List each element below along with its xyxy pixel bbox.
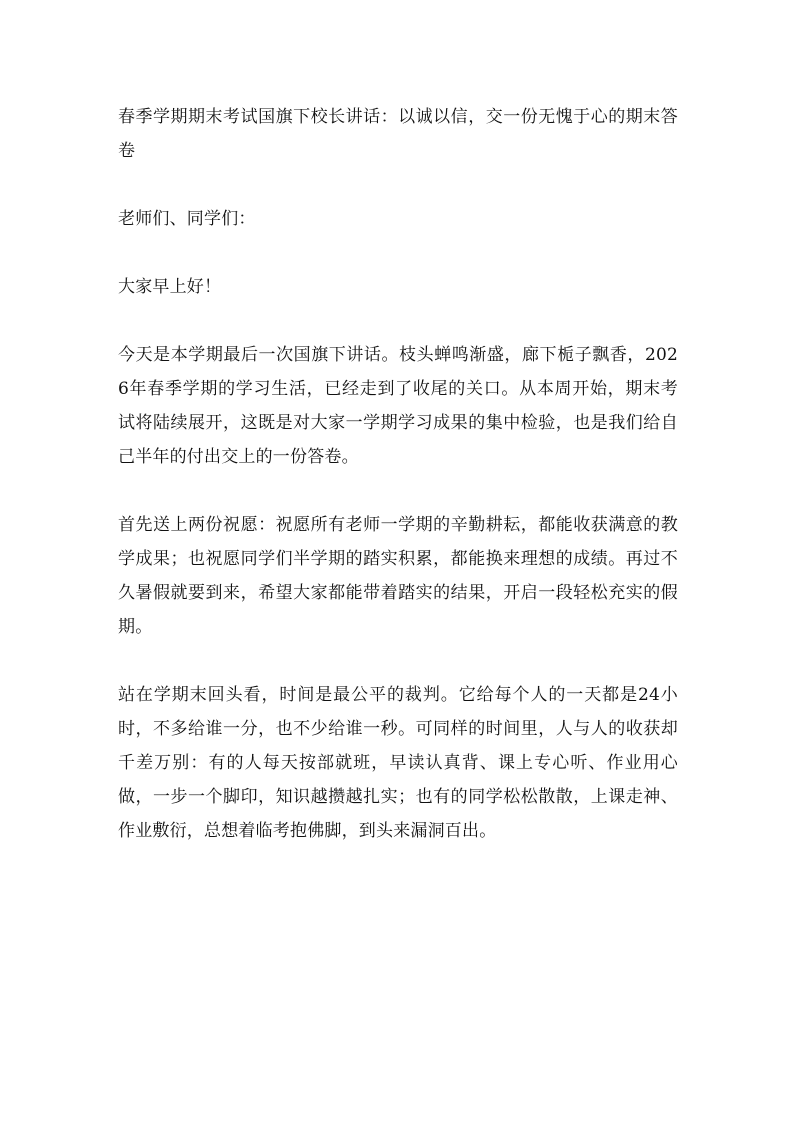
paragraph-gap: [118, 236, 678, 270]
body-paragraph: 今天是本学期最后一次国旗下讲话。枝头蝉鸣渐盛，廊下栀子飘香，2026年春季学期的学习生活，已经走到了收尾的关口。从本周开始，期末考试将陆续展开，这既是对大家一学期学习成果的集中检验，也是我们给自己半年的付出交上的一份答卷。: [118, 345, 678, 467]
greeting: 大家早上好！: [118, 277, 222, 297]
paragraph-gap: [118, 644, 678, 678]
document-title: 春季学期期末考试国旗下校长讲话：以诚以信，交一份无愧于心的期末答卷: [118, 107, 678, 161]
paragraph-gap: [118, 474, 678, 508]
salutation: 老师们、同学们：: [118, 209, 256, 229]
document-body: [118, 100, 678, 848]
body-paragraph: 首先送上两份祝愿：祝愿所有老师一学期的辛勤耕耘，都能收获满意的教学成果；也祝愿同学们半学期的踏实积累，都能换来理想的成绩。再过不久暑假就要到来，希望大家都能带着踏实的结果，开启一段轻松充实的假期。: [118, 515, 678, 637]
paragraph-gap: [118, 304, 678, 338]
body-paragraph: 站在学期末回头看，时间是最公平的裁判。它给每个人的一天都是24小时，不多给谁一分，也不少给谁一秒。可同样的时间里，人与人的收获却千差万别：有的人每天按部就班，早读认真背、课上专心听、作业用心做，一步一个脚印，知识越攒越扎实；也有的同学松松散散，上课走神、作业敷衍，总想着临考抱佛脚，到头来漏洞百出。: [118, 685, 678, 841]
paragraph-gap: [118, 168, 678, 202]
